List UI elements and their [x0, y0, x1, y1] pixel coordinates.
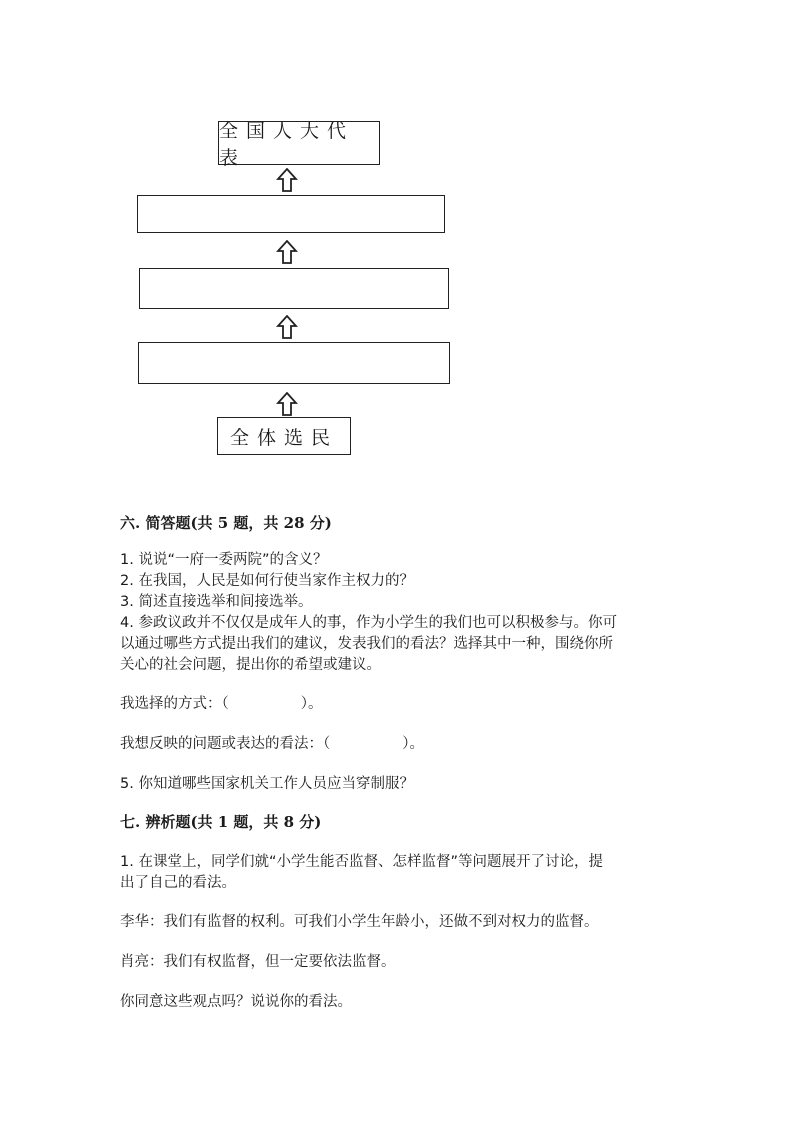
opinion-answer-line — [120, 734, 424, 754]
question-6-5: 5. 你知道哪些国家机关工作人员应当穿制服？ — [120, 776, 414, 792]
question-6-4-line2: 以通过哪些方式提出我们的建议，发表我们的看法？选择其中一种，围绕你所 — [120, 636, 613, 652]
question-7-1-line1: 1. 在课堂上，同学们就“小学生能否监督、怎样监督”等问题展开了讨论，提 — [120, 854, 603, 870]
blank-box-level-3 — [137, 195, 445, 233]
question-6-4-line1: 4. 参政议政并不仅仅是成年人的事，作为小学生的我们也可以积极参与。你可 — [120, 615, 617, 631]
choice-answer-line — [120, 694, 323, 714]
blank-box-level-2 — [139, 268, 449, 309]
opinion-suffix: ）。 — [402, 736, 424, 752]
choice-suffix: ）。 — [300, 696, 323, 712]
question-6-1: 1. 说说“一府一委两院”的含义？ — [120, 552, 328, 568]
section6-heading: 六. 简答题(共 5 题，共 28 分) — [120, 514, 332, 532]
choice-prefix: 我选择的方式：（ — [120, 696, 229, 712]
blank-box-level-1 — [138, 342, 450, 384]
lihua-statement: 李华：我们有监督的权利。可我们小学生年龄小，还做不到对权力的监督。 — [120, 914, 599, 930]
hollow-up-arrow-icon — [276, 315, 298, 339]
xiaoliang-statement: 肖亮：我们有权监督，但一定要依法监督。 — [120, 954, 396, 970]
question-6-4-line3: 关心的社会问题，提出你的希望或建议。 — [120, 657, 381, 673]
question-6-3: 3. 简述直接选举和间接选举。 — [120, 594, 313, 610]
hollow-up-arrow-icon — [276, 168, 298, 192]
opinion-prefix: 我想反映的问题或表达的看法：（ — [120, 736, 331, 752]
closing-question: 你同意这些观点吗？说说你的看法。 — [120, 994, 352, 1010]
section7-heading: 七. 辨析题(共 1 题，共 8 分) — [120, 813, 322, 831]
hollow-up-arrow-icon — [276, 392, 298, 416]
bottom-box-all-voters: 全体选民 — [217, 417, 351, 455]
hollow-up-arrow-icon — [276, 240, 298, 264]
question-6-2: 2. 在我国，人民是如何行使当家作主权力的？ — [120, 573, 414, 589]
top-box-national-deputies: 全国人大代表 — [218, 121, 380, 165]
question-7-1-line2: 出了自己的看法。 — [120, 875, 236, 891]
